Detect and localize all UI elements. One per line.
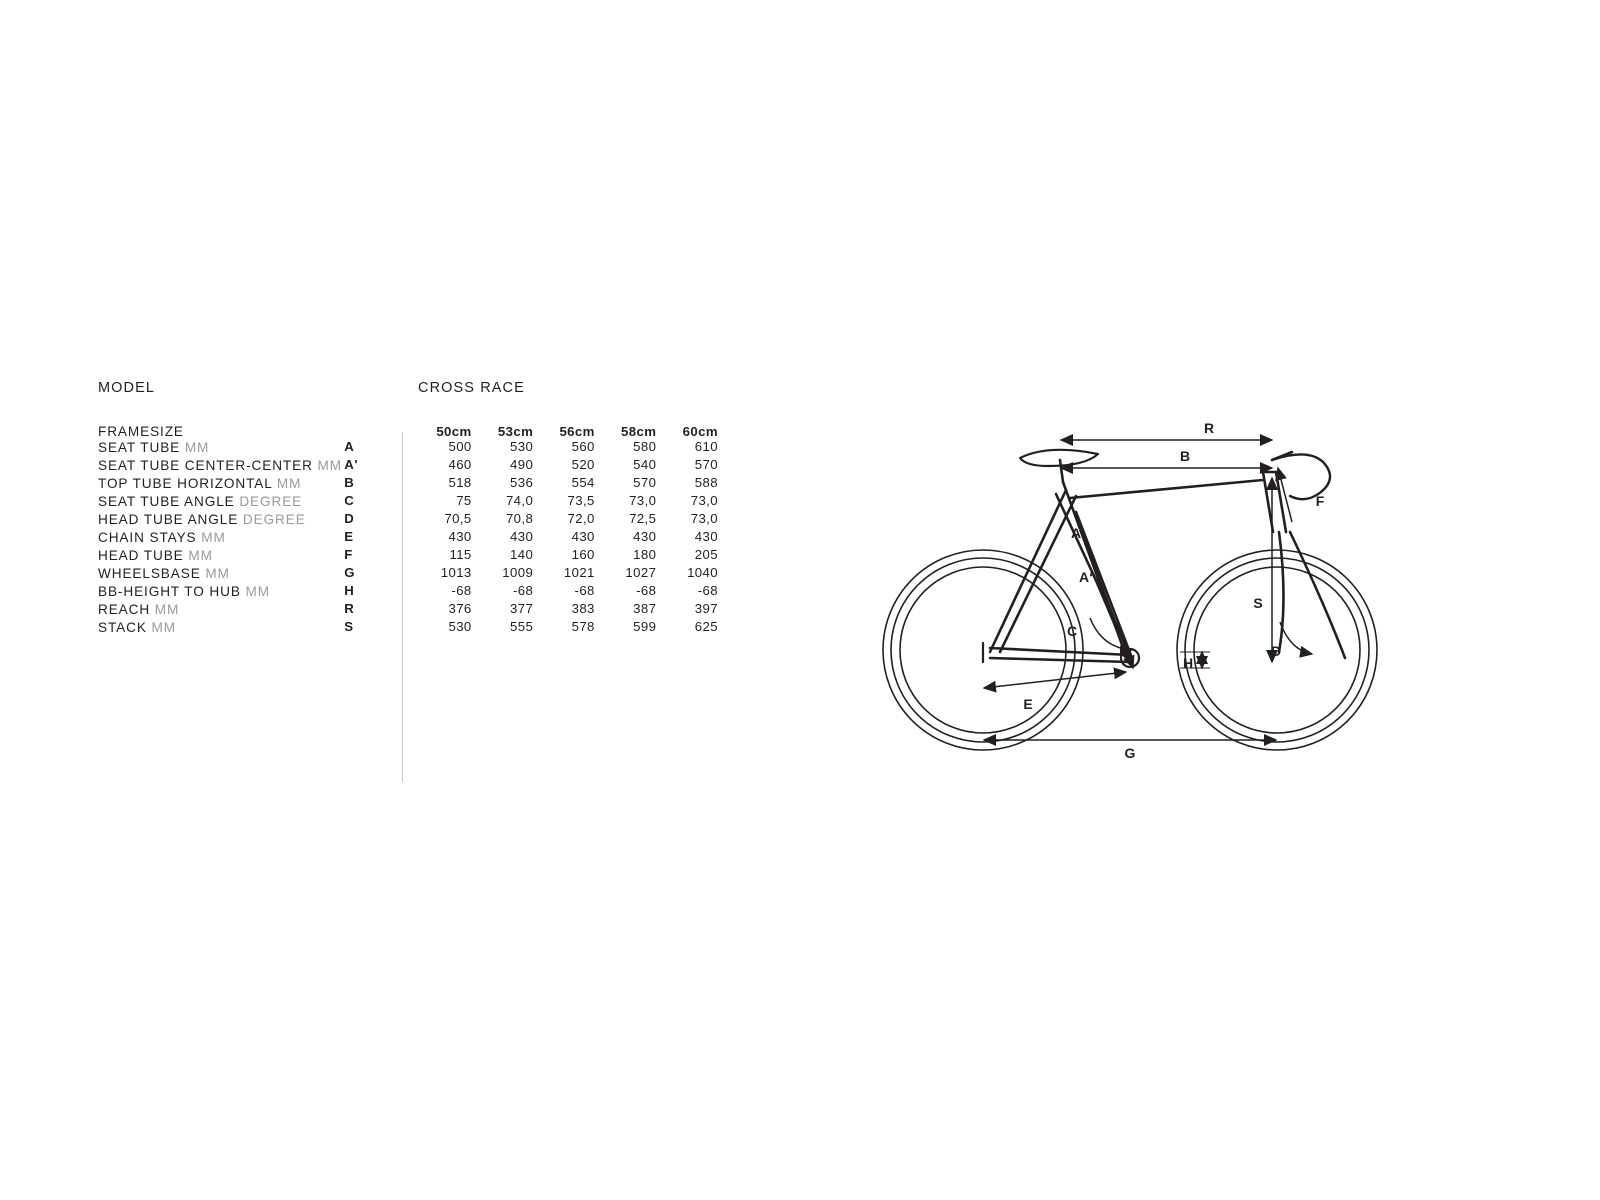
row-letter: H xyxy=(344,583,355,598)
row-letter: C xyxy=(344,493,355,508)
table-row xyxy=(98,511,718,529)
row-label-text: HEAD TUBE ANGLE xyxy=(98,512,239,527)
label-D: D xyxy=(1270,643,1282,659)
row-label xyxy=(98,511,344,529)
row-letter: R xyxy=(344,601,355,616)
row-value: 578 xyxy=(571,619,595,634)
row-label-text: SEAT TUBE CENTER-CENTER xyxy=(98,458,313,473)
label-H: H xyxy=(1182,655,1194,671)
row-value: 518 xyxy=(448,475,472,490)
head-tube-angle-arc xyxy=(1280,622,1312,654)
label-R: R xyxy=(1203,420,1215,436)
row-value: 383 xyxy=(571,601,595,616)
row-letter: B xyxy=(344,475,355,490)
label-A: A xyxy=(1070,525,1082,541)
seat-stay-inner xyxy=(1000,496,1076,652)
row-value: 115 xyxy=(449,547,472,562)
model-label: MODEL xyxy=(98,380,156,396)
row-value: 73,5 xyxy=(567,493,595,508)
row-letter: D xyxy=(344,511,355,526)
row-letter: G xyxy=(344,565,356,580)
row-value: 1013 xyxy=(440,565,472,580)
fork-blade xyxy=(1290,532,1345,658)
table-row xyxy=(98,547,718,565)
size-header-0: 50cm xyxy=(436,424,472,439)
row-label xyxy=(98,493,344,511)
table-divider-rule xyxy=(402,432,403,782)
row-value: 397 xyxy=(694,601,718,616)
row-unit: MM xyxy=(151,620,176,635)
chain-stay xyxy=(990,658,1130,662)
framesize-label: FRAMESIZE xyxy=(98,424,184,439)
row-label-text: BB-HEIGHT TO HUB xyxy=(98,584,241,599)
row-value: -68 xyxy=(636,583,657,598)
table-row xyxy=(98,457,718,475)
row-value: -68 xyxy=(574,583,595,598)
row-value: 73,0 xyxy=(690,511,718,526)
row-label-text: STACK xyxy=(98,620,147,635)
row-value: 205 xyxy=(694,547,718,562)
label-E: E xyxy=(1023,696,1033,712)
row-unit: MM xyxy=(184,440,210,455)
size-header-1: 53cm xyxy=(497,424,534,439)
row-label xyxy=(98,565,344,583)
row-value: 1027 xyxy=(625,565,657,580)
seat-stay xyxy=(990,490,1066,652)
row-value: -68 xyxy=(512,583,534,598)
row-value: 430 xyxy=(571,529,595,544)
row-value: 520 xyxy=(571,457,595,472)
row-value: 490 xyxy=(510,457,534,472)
row-label-text: HEAD TUBE xyxy=(98,548,184,563)
header-letter-spacer xyxy=(344,424,410,439)
row-value: 72,5 xyxy=(629,511,657,526)
size-header-3: 58cm xyxy=(621,424,657,439)
row-value: 580 xyxy=(633,439,657,454)
row-label xyxy=(98,601,344,619)
size-header-2: 56cm xyxy=(559,424,595,439)
row-value: 70,8 xyxy=(505,511,534,526)
chainstay-dimension-line xyxy=(984,672,1126,688)
row-label xyxy=(98,547,344,565)
row-value: -68 xyxy=(451,583,472,598)
row-value: 540 xyxy=(633,457,657,472)
row-value: 1009 xyxy=(502,565,534,580)
row-value: 554 xyxy=(571,475,595,490)
row-value: 599 xyxy=(633,619,657,634)
row-label xyxy=(98,457,344,475)
row-value: 460 xyxy=(448,457,472,472)
row-value: 70,5 xyxy=(444,511,472,526)
chain-stay-upper xyxy=(990,648,1130,655)
row-value: 430 xyxy=(448,529,472,544)
label-F: F xyxy=(1315,493,1325,509)
row-value: 536 xyxy=(510,475,534,490)
table-row xyxy=(98,475,718,493)
row-label-text: TOP TUBE HORIZONTAL xyxy=(98,476,273,491)
row-label xyxy=(98,439,344,457)
row-value: 1021 xyxy=(563,565,595,580)
row-value: 570 xyxy=(633,475,657,490)
row-unit: MM xyxy=(205,566,230,581)
row-value: 430 xyxy=(694,529,718,544)
geometry-table xyxy=(98,424,718,637)
label-A-prime: A‘ xyxy=(1079,569,1093,585)
row-value: 560 xyxy=(571,439,595,454)
label-S: S xyxy=(1253,595,1263,611)
row-value: 75 xyxy=(456,493,472,508)
row-value: 377 xyxy=(510,601,534,616)
row-value: 387 xyxy=(633,601,657,616)
row-label xyxy=(98,529,344,547)
row-value: 610 xyxy=(694,439,718,454)
table-header-row xyxy=(98,424,718,439)
label-B: B xyxy=(1179,448,1191,464)
table-row xyxy=(98,529,718,547)
row-value: 530 xyxy=(448,619,472,634)
row-letter: A' xyxy=(344,457,359,472)
row-value: -68 xyxy=(697,583,718,598)
row-label-text: WHEELSBASE xyxy=(98,566,201,581)
table-row xyxy=(98,619,718,637)
top-tube xyxy=(1070,480,1263,498)
row-value: 430 xyxy=(633,529,657,544)
table-row xyxy=(98,493,718,511)
row-unit: DEGREE xyxy=(239,494,303,509)
row-unit: MM xyxy=(154,602,180,617)
row-label xyxy=(98,475,344,493)
row-value: 74,0 xyxy=(505,493,534,508)
row-value: 73,0 xyxy=(690,493,718,508)
row-value: 376 xyxy=(448,601,472,616)
row-letter: A xyxy=(344,439,355,454)
row-unit: MM xyxy=(188,548,213,563)
row-value: 430 xyxy=(510,529,534,544)
row-value: 530 xyxy=(510,439,534,454)
dimension-lines xyxy=(984,440,1312,740)
model-name: CROSS RACE xyxy=(418,380,525,396)
row-value: 72,0 xyxy=(567,511,595,526)
row-value: 73,0 xyxy=(629,493,657,508)
row-unit: MM xyxy=(317,458,342,473)
row-unit: DEGREE xyxy=(242,512,306,527)
bike-geometry-diagram xyxy=(880,400,1500,800)
seat-tube-dimension-line xyxy=(1076,516,1133,668)
row-unit: MM xyxy=(276,476,302,491)
row-unit: MM xyxy=(245,584,270,599)
row-label-text: SEAT TUBE xyxy=(98,440,181,455)
row-letter: F xyxy=(344,547,353,562)
down-tube-upper xyxy=(1076,512,1132,658)
label-C: C xyxy=(1066,623,1078,639)
row-value: 625 xyxy=(694,619,718,634)
row-label-text: SEAT TUBE ANGLE xyxy=(98,494,235,509)
saddle xyxy=(1020,450,1098,466)
table-row xyxy=(98,439,718,457)
row-value: 180 xyxy=(633,547,657,562)
table-row xyxy=(98,601,718,619)
row-value: 140 xyxy=(510,547,534,562)
row-value: 570 xyxy=(694,457,718,472)
label-G: G xyxy=(1124,745,1136,761)
row-value: 160 xyxy=(571,547,595,562)
model-row xyxy=(98,380,738,396)
row-label xyxy=(98,619,344,637)
size-header-4: 60cm xyxy=(682,424,718,439)
row-label xyxy=(98,583,344,601)
seat-post xyxy=(1060,460,1063,482)
row-value: 1040 xyxy=(687,565,718,580)
table-row xyxy=(98,565,718,583)
row-unit: MM xyxy=(201,530,226,545)
row-value: 555 xyxy=(510,619,534,634)
row-letter: E xyxy=(344,529,354,544)
geometry-table-panel xyxy=(98,380,738,637)
table-row xyxy=(98,583,718,601)
row-label-text: REACH xyxy=(98,602,151,617)
row-value: 588 xyxy=(694,475,718,490)
row-label-text: CHAIN STAYS xyxy=(98,530,197,545)
row-letter: S xyxy=(344,619,354,634)
row-value: 500 xyxy=(448,439,472,454)
